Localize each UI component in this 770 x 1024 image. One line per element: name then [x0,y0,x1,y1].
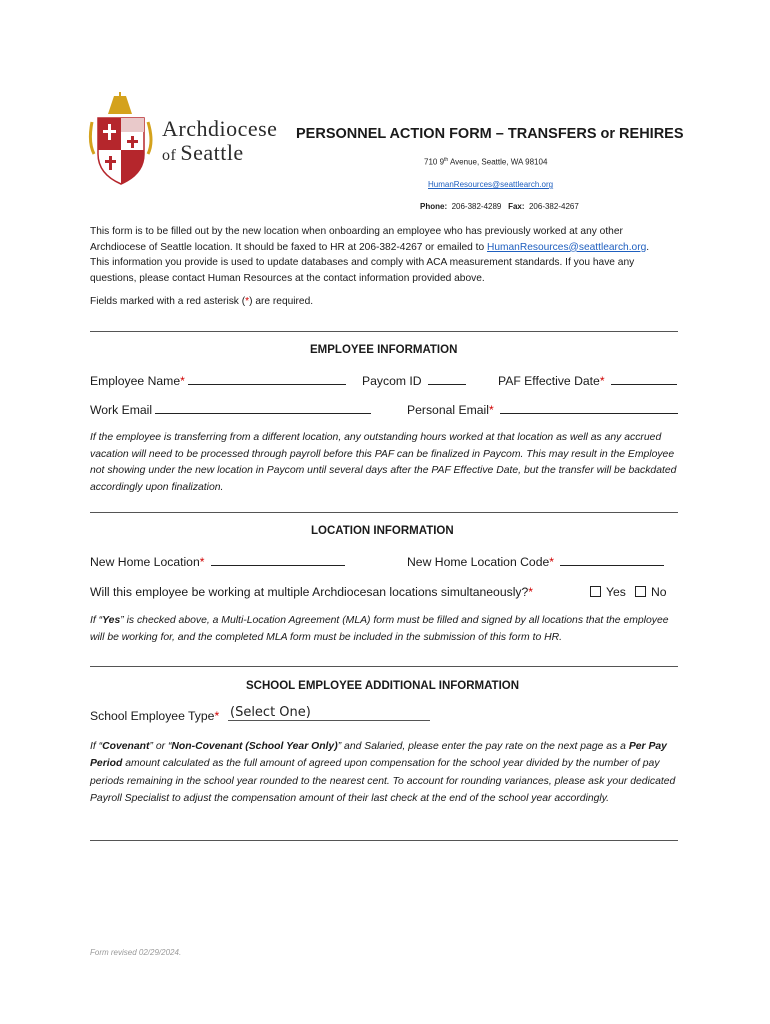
paf-date-label: PAF Effective Date [498,374,600,388]
required-note [90,296,313,307]
multi-location-question-text: Will this employee be working at multiple Archdiocesan locations simultaneously? [90,585,529,599]
divider [90,512,678,513]
employee-name-label: Employee Name [90,374,181,388]
divider [90,840,678,841]
divider [90,666,678,667]
new-home-location-label: New Home Location [90,555,200,569]
pay-note-2: ” or “ [149,741,172,752]
new-home-location-input[interactable] [211,554,345,566]
new-home-location-code-field[interactable] [407,554,664,569]
crest-icon [86,92,156,188]
paf-date-field[interactable] [498,373,677,388]
mla-note-text: ” is checked above, a Multi-Location Agreement (MLA) form must be filled and signed by all locations that the employee will be working for, and the completed MLA form must be included in the submission of this form to HR. [90,615,669,643]
logo-wordmark [162,118,277,164]
hr-email-link[interactable]: HumanResources@seattlearch.org [428,180,554,189]
required-asterisk: * [528,585,534,599]
pay-note-4: amount calculated as the full amount of agreed upon compensation for the school year divided by the number of pay periods remaining in the school year rounded to the nearest cent. To account for rounding variances, please ask your dedicated Payroll Specialist to adjust the compensation amount of their last check at the end of the school year accordingly. [90,758,676,805]
employee-info-heading: EMPLOYEE INFORMATION [310,344,458,356]
form-title: PERSONNEL ACTION FORM – TRANSFERS or REHIRES [296,126,684,142]
paf-date-input[interactable] [611,373,677,385]
new-home-location-code-input[interactable] [560,554,664,566]
transfer-note: If the employee is transferring from a different location, any outstanding hours worked at that location as well as any accrued vacation will need to be processed through payroll before this PAF can be finalized in Paycom. This may result in the Employee not showing under the new location in Paycom until several days after the PAF Effective Date, but the transfer will be backdated accordingly upon finalization. [90,432,677,493]
no-label: No [651,585,667,599]
new-home-location-code-label: New Home Location Code [407,555,550,569]
yes-option[interactable] [590,585,626,599]
address-suffix: Avenue, Seattle, WA 98104 [448,157,548,167]
address-sup: th [444,157,449,163]
required-asterisk: * [599,374,605,388]
archdiocese-logo [86,92,286,188]
pay-note-per-pay-period: Per Pay Period [90,741,667,770]
school-employee-type-label-wrap [90,709,219,723]
personal-email-label: Personal Email [407,403,489,417]
logo-of: of [162,147,177,164]
pay-rate-note [90,738,680,808]
required-asterisk: * [214,709,220,723]
pay-note-non-covenant: Non-Covenant (School Year Only) [171,741,338,752]
new-home-location-field[interactable] [90,554,345,569]
required-asterisk: * [245,296,250,307]
school-employee-type-label: School Employee Type [90,709,215,723]
required-asterisk: * [199,555,205,569]
mla-note-prefix: If “ [90,615,103,626]
yes-label: Yes [606,585,626,599]
work-email-field[interactable] [90,402,371,417]
personal-email-field[interactable] [407,402,678,417]
paycom-id-field[interactable] [362,373,466,388]
work-email-input[interactable] [155,402,371,414]
required-asterisk: * [180,374,185,388]
required-text-2: ) are required. [249,296,314,307]
no-option[interactable] [635,585,667,599]
multi-location-question [90,585,533,599]
work-email-label: Work Email [90,403,153,417]
no-checkbox[interactable] [635,586,646,597]
pay-note-1: If “ [90,741,103,752]
personal-email-input[interactable] [500,402,678,414]
employee-name-input[interactable] [188,373,346,385]
mla-note-yes: Yes [102,615,121,626]
phone-label: Phone: [420,202,448,211]
pay-note-covenant: Covenant [102,741,150,752]
intro-text-2: . This information you provide is used to update databases and comply with ACA measurement standards. If you have any questions, please contact Human Resources at the contact information provided above. [90,241,650,284]
fax-number: 206-382-4267 [528,202,579,211]
form-revised-footer: Form revised 02/29/2024. [90,948,182,957]
address-prefix: 710 9 [424,157,445,167]
pay-note-3: ” and Salaried, please enter the pay rate on the next page as a [337,741,629,752]
location-info-heading: LOCATION INFORMATION [311,525,454,537]
mla-note [90,613,680,646]
required-asterisk: * [488,403,494,417]
intro-paragraph [90,224,650,286]
phone-number: 206-382-4289 [451,202,502,211]
logo-line1: Archdiocese [162,116,278,141]
paycom-id-label: Paycom ID [362,374,422,388]
required-asterisk: * [549,555,555,569]
fax-label: Fax: [508,202,525,211]
paycom-id-input[interactable] [428,373,466,385]
divider [90,331,678,332]
intro-text-1: This form is to be filled out by the new location when onboarding an employee who has previously worked at any other Archdiocese of Seattle location. It should be faxed to HR at 206-382-4267 or emailed to [90,226,623,253]
required-text-1: Fields marked with a red asterisk ( [90,296,246,307]
intro-email-link[interactable]: HumanResources@seattlearch.org [487,241,647,253]
address [424,157,547,167]
phone-fax [420,202,579,211]
school-employee-type-select[interactable]: (Select One) [228,705,430,721]
yes-checkbox[interactable] [590,586,601,597]
school-info-heading: SCHOOL EMPLOYEE ADDITIONAL INFORMATION [246,680,520,692]
logo-line2 [162,142,277,164]
logo-seattle: Seattle [180,140,244,165]
employee-name-field[interactable] [90,373,346,388]
